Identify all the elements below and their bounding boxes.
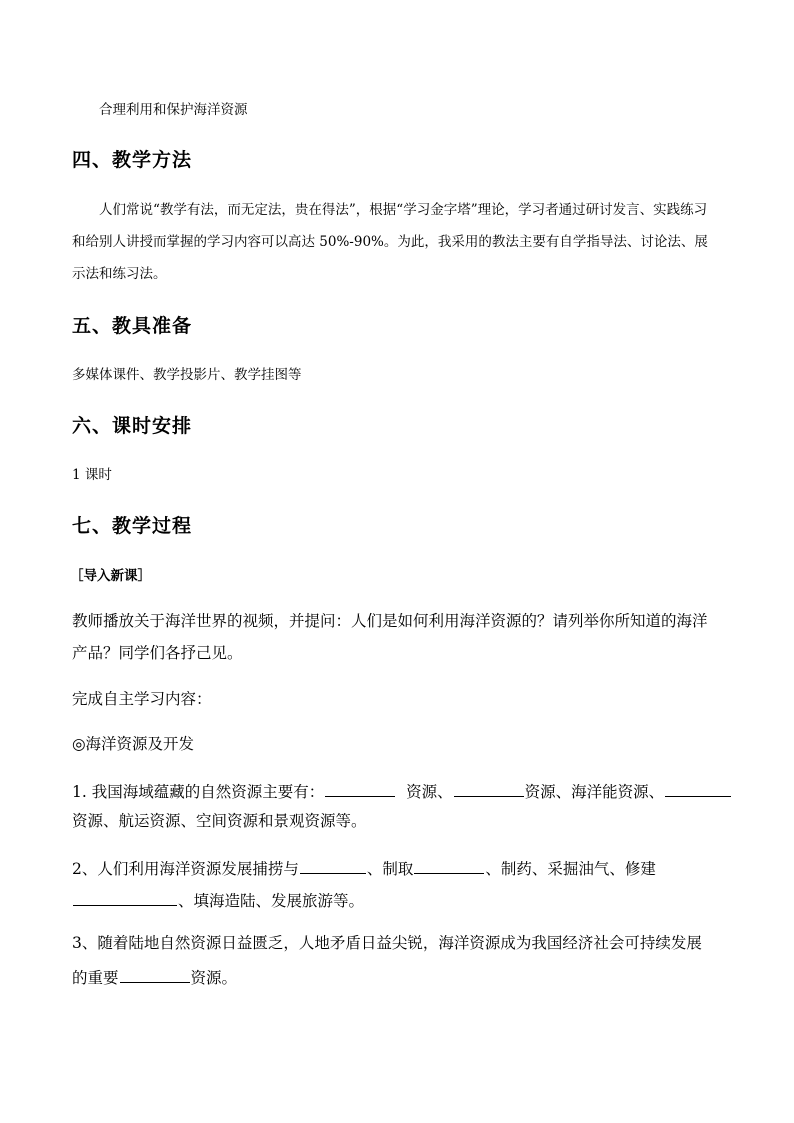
section3-text: 合理利用和保护海洋资源 — [99, 102, 248, 118]
q1-blank-3[interactable] — [665, 782, 731, 797]
q2-text-part1: 2、人们利用海洋资源发展捕捞与 — [72, 860, 299, 878]
question-3-line2 — [72, 968, 237, 987]
question-1-line2: 资源、航运资源、空间资源和景观资源等。 — [72, 812, 367, 830]
q2-text-part3: 、制药、采掘油气、修建 — [485, 860, 656, 878]
q2-text-line2: 、填海造陆、发展旅游等。 — [178, 892, 365, 910]
q2-blank-3[interactable] — [73, 891, 177, 906]
teacher-line1: 教师播放关于海洋世界的视频，并提问：人们是如何利用海洋资源的？请列举你所知道的海洋 — [72, 612, 708, 630]
q1-blank-2[interactable] — [454, 782, 524, 797]
teacher-line2: 产品？同学们各抒己见。 — [72, 644, 243, 662]
section7-heading: 七、教学过程 — [72, 515, 193, 537]
question-3-line1: 3、随着陆地自然资源日益匮乏，人地矛盾日益尖锐，海洋资源成为我国经济社会可持续发展 — [72, 934, 702, 952]
q1-text-part3: 资源、海洋能资源、 — [524, 783, 665, 801]
q3-text-part2: 资源。 — [190, 969, 238, 987]
question-2-line1 — [72, 859, 656, 878]
section6-heading: 六、课时安排 — [72, 415, 193, 437]
q2-blank-1[interactable] — [300, 859, 366, 874]
section5-text: 多媒体课件、教学投影片、教学挂图等 — [72, 367, 302, 383]
q2-blank-2[interactable] — [414, 859, 484, 874]
q1-text-part2: 资源、 — [406, 783, 453, 801]
q2-text-part2: 、制取 — [366, 860, 414, 878]
question-1-line1 — [72, 782, 732, 801]
section4-para-line2: 和给别人讲授而掌握的学习内容可以高达 50%-90%。为此，我采用的教法主要有自学指导法、讨论法、展 — [72, 234, 708, 250]
topic-title: ◎海洋资源及开发 — [72, 735, 195, 753]
section4-heading: 四、教学方法 — [72, 149, 193, 171]
question-2-line2 — [72, 891, 364, 910]
q3-text-part1: 的重要 — [72, 969, 119, 987]
intro-label: ［导入新课］ — [70, 568, 151, 584]
section4-para-line1: 人们常说“教学有法，而无定法，贵在得法”，根据“学习金字塔”理论，学习者通过研讨发言、实践练习 — [99, 202, 708, 218]
section4-para-line3: 示法和练习法。 — [72, 266, 167, 282]
q1-text-part1: 1. 我国海域蕴藏的自然资源主要有： — [72, 783, 325, 801]
q3-blank-1[interactable] — [120, 968, 190, 983]
self-study-text: 完成自主学习内容： — [72, 690, 212, 708]
q1-blank-1[interactable] — [325, 782, 395, 797]
section5-heading: 五、教具准备 — [72, 315, 193, 337]
section6-text: 1 课时 — [72, 467, 112, 483]
